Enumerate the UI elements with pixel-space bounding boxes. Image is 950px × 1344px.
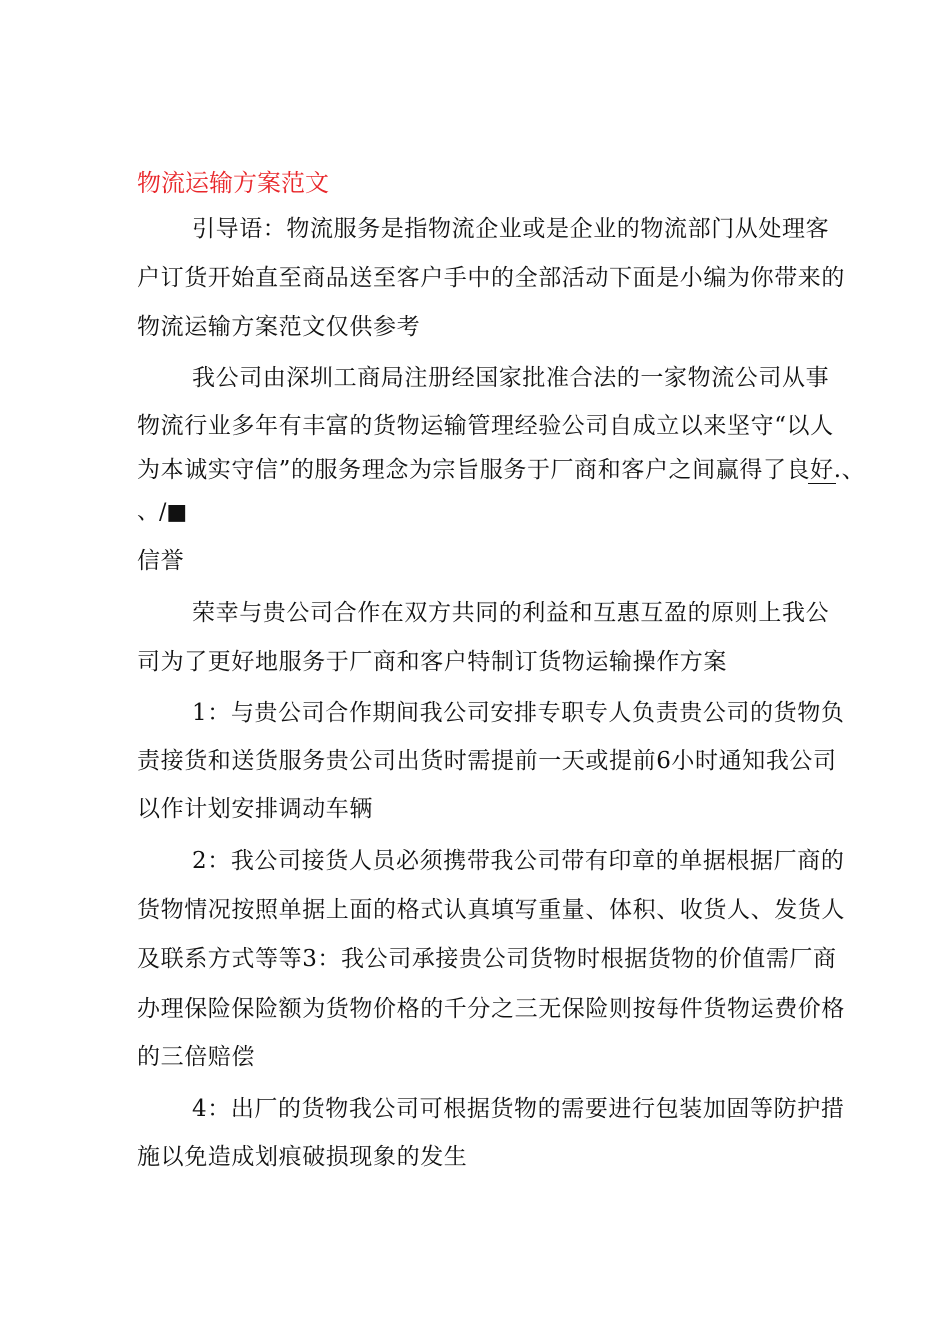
- paragraph-line: 物流运输方案范文仅供参考: [137, 314, 421, 340]
- paragraph-line: 荣幸与贵公司合作在双方共同的利益和互惠互盈的原则上我公: [192, 600, 830, 626]
- paragraph-line: 及联系方式等等3：我公司承接贵公司货物时根据货物的价值需厂商: [137, 946, 837, 972]
- scan-artifact-text: 、/■: [137, 500, 188, 525]
- document-title: 物流运输方案范文: [137, 169, 329, 197]
- paragraph-line: 物流行业多年有丰富的货物运输管理经验公司自成立以来坚守“以人: [137, 413, 834, 439]
- paragraph-line: 2：我公司接货人员必须携带我公司带有印章的单据根据厂商的: [192, 848, 845, 874]
- paragraph-line: 司为了更好地服务于厂商和客户特制订货物运输操作方案: [137, 649, 727, 675]
- paragraph-line: 引导语：物流服务是指物流企业或是企业的物流部门从处理客: [192, 216, 830, 242]
- paragraph-line: 货物情况按照单据上面的格式认真填写重量、体积、收货人、发货人: [137, 897, 845, 923]
- paragraph-line: 以作计划安排调动车辆: [137, 796, 373, 822]
- paragraph-line: 4：出厂的货物我公司可根据货物的需要进行包装加固等防护措: [192, 1096, 845, 1122]
- paragraph-line: 1：与贵公司合作期间我公司安排专职专人负责贵公司的货物负: [192, 700, 845, 726]
- paragraph-line: 办理保险保险额为货物价格的千分之三无保险则按每件货物运费价格: [137, 996, 845, 1022]
- paragraph-line: 责接货和送货服务贵公司出货时需提前一天或提前6小时通知我公司: [137, 748, 837, 774]
- paragraph-line: 的三倍赔偿: [137, 1044, 255, 1070]
- paragraph-line: 户订货开始直至商品送至客户手中的全部活动下面是小编为你带来的: [137, 265, 845, 291]
- paragraph-line: 为本诚实守信”的服务理念为宗旨服务于厂商和客户之间赢得了良好.、: [137, 457, 866, 483]
- scan-artifact-rule: [808, 483, 836, 484]
- paragraph-line: 信誉: [137, 548, 185, 574]
- paragraph-line: 我公司由深圳工商局注册经国家批准合法的一家物流公司从事: [192, 365, 830, 391]
- paragraph-line: 施以免造成划痕破损现象的发生: [137, 1144, 468, 1170]
